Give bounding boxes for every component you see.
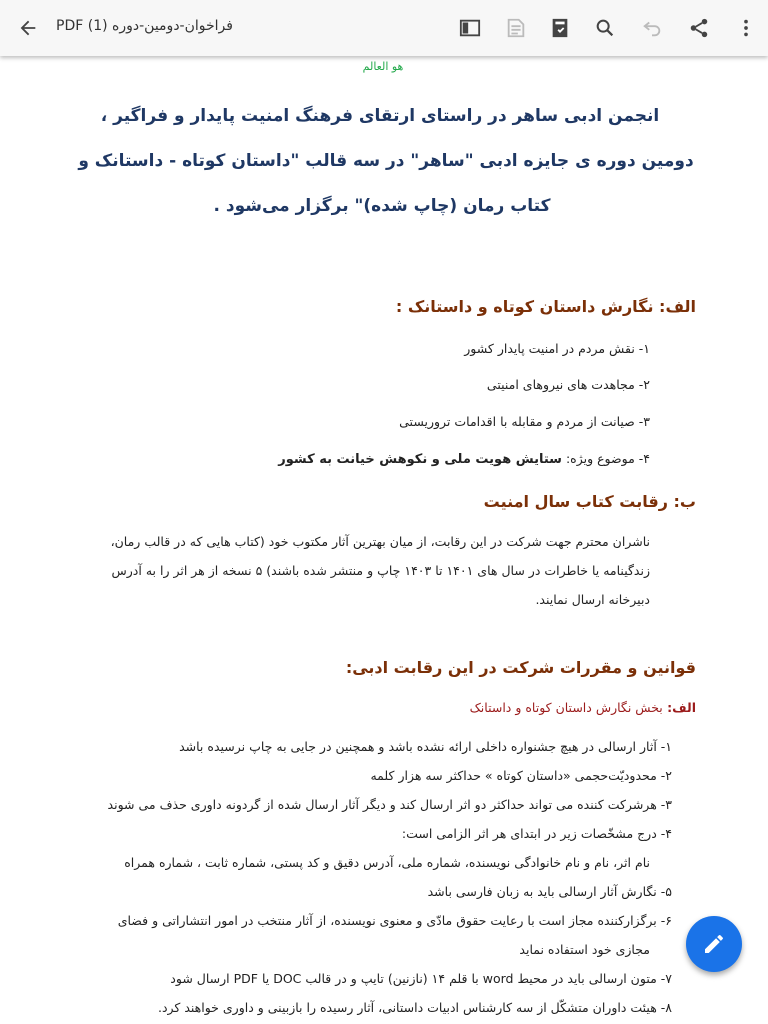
back-arrow-icon [17, 17, 39, 39]
back-button[interactable] [8, 8, 48, 48]
item-4-special-topic: ستایش هویت ملی و نکوهش خیانت به کشور [278, 452, 562, 467]
more-icon [735, 17, 757, 39]
section-a-item-4 [278, 451, 650, 467]
intro-line-2: دومین دوره ی جایزه ادبی "ساهر" در سه قالب "داستان کوتاه - داستانک و [78, 151, 694, 171]
section-b-heading [484, 492, 696, 511]
text-mode-button[interactable] [496, 8, 536, 48]
undo-button[interactable] [632, 8, 672, 48]
section-a-item-1: ۱- نقش مردم در امنیت پایدار کشور [464, 341, 650, 356]
rule-6: ۶- برگزارکننده مجاز است با رعایت حقوق مادّی و معنوی نویسنده، از آثار منتخب در امور انتشاراتی و فضای [117, 913, 672, 928]
document-title: PDF فراخوان-دومین-دوره (1) [56, 18, 233, 34]
rule-1: ۱- آثار ارسالی در هیچ جشنواره داخلی ارائه نشده باشد و همچنین در جایی به چاپ نرسیده باشد [179, 739, 672, 754]
reading-mode-button[interactable] [450, 8, 490, 48]
section-b-para-1: ناشران محترم جهت شرکت در این رقابت، از میان بهترین آثار مکتوب خود (کتاب هایی که در قالب رمان، [110, 534, 650, 549]
text-mode-icon [505, 17, 527, 39]
rule-8: ۸- هیئت داوران متشکّل از سه کارشناس ادبیات داستانی، آثار رسیده را بازبینی و داوری خواهند کرد. [157, 1000, 672, 1015]
rule-3: ۳- هرشرکت کننده می تواند حداکثر دو اثر ارسال کند و دیگر آثار ارسال شده از گردونه داوری حذف می شوند [107, 797, 672, 812]
rule-2: ۲- محدودیّت‌حجمی «داستان کوتاه » حداکثر سه هزار کلمه [370, 768, 672, 783]
rule-6-continued: مجازی خود استفاده نماید [519, 942, 650, 957]
rules-sub-heading [470, 700, 696, 715]
rules-heading: قوانین و مقررات شرکت در این رقابت ادبی: [345, 658, 696, 677]
intro-line-1: انجمن ادبی ساهر در راستای ارتقای فرهنگ امنیت پایدار و فراگیر ، [100, 106, 660, 126]
edit-fab-button[interactable] [686, 916, 742, 972]
search-button[interactable] [585, 8, 625, 48]
share-icon [688, 17, 710, 39]
search-icon [594, 17, 616, 39]
section-a-item-2: ۲- مجاهدت های نیروهای امنیتی [486, 377, 650, 392]
section-b-prefix: ب: [673, 492, 696, 511]
section-a-heading: الف: نگارش داستان کوتاه و داستانک : [395, 297, 696, 316]
section-b-title: رقابت کتاب سال امنیت [483, 492, 668, 511]
section-b-para-2: زندگینامه یا خاطرات در سال های ۱۴۰۱ تا ۱۴۰۳ چاپ و منتشر شده باشند) ۵ نسخه از هر اثر را به آدرس [111, 563, 650, 578]
bookmark-icon [549, 17, 571, 39]
reading-mode-icon [459, 17, 481, 39]
share-button[interactable] [679, 8, 719, 48]
top-app-bar [0, 0, 768, 56]
rule-4-details: نام اثر، نام و نام خانوادگی نویسنده، شماره ملی، آدرس دقیق و کد پستی، شماره ثابت ، شماره همراه [124, 855, 650, 870]
header-note: هو العالم [362, 60, 404, 73]
rules-sub-title: بخش نگارش داستان کوتاه و داستانک [469, 700, 663, 715]
rule-4: ۴- درج مشخّصات زیر در ابتدای هر اثر الزامی است: [401, 826, 672, 841]
rule-7: ۷- متون ارسالی باید در محیط word با قلم ۱۴ (نازنین) تایپ و در قالب DOC یا PDF ارسال شود [170, 971, 672, 986]
rule-5: ۵- نگارش آثار ارسالی باید به زبان فارسی باشد [427, 884, 672, 899]
bookmark-button[interactable] [540, 8, 580, 48]
item-4-prefix: ۴- موضوع ویژه: [565, 451, 650, 466]
more-options-button[interactable] [726, 8, 766, 48]
rules-sub-prefix: الف: [667, 700, 696, 715]
pencil-icon [702, 932, 726, 956]
section-b-para-3: دبیرخانه ارسال نمایند. [535, 592, 650, 607]
undo-icon [640, 17, 664, 39]
pdf-page[interactable] [0, 56, 768, 1024]
section-a-item-3: ۳- صیانت از مردم و مقابله با اقدامات تروریستی [399, 414, 650, 429]
intro-line-3: کتاب رمان (چاپ شده)" برگزار می‌شود . [213, 196, 551, 216]
